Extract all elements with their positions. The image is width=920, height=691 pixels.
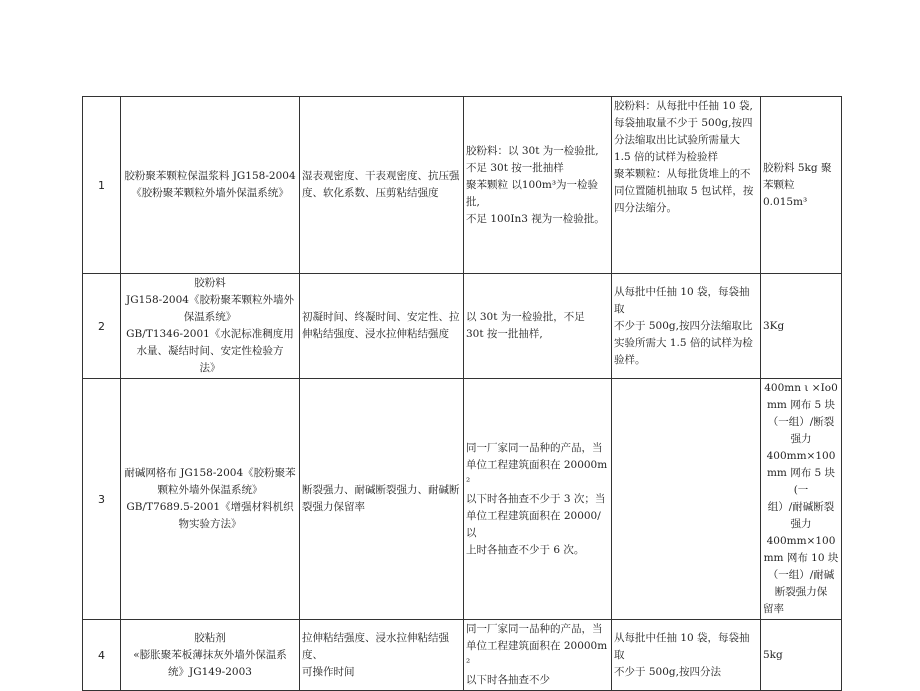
material-standard-cell: 胶粘剂 «膨胀聚苯板薄抹灰外墙外保温系 统》JG149-2003 (121, 620, 300, 691)
sample-quantity-cell: 5kg (761, 620, 842, 691)
sample-quantity-cell: 胶粉料 5kg 聚苯颗粒 0.015m³ (761, 97, 842, 274)
row-number: 2 (83, 274, 121, 379)
test-items-cell: 拉伸粘结强度、浸水拉伸粘结强度、 可操作时间 (300, 620, 464, 691)
table-row (83, 274, 842, 379)
test-items-cell: 断裂强力、耐碱断裂强力、耐碱断 裂强力保留率 (300, 379, 464, 620)
sample-quantity-cell: 3Kg (761, 274, 842, 379)
sampling-method-cell: 胶粉料：从每批中任抽 10 袋, 每袋抽取量不少于 500g,按四 分法缩取出比试验所需量大 1.5 倍的试样为检验样 聚苯颗粒：从每批货堆上的不 同位置随机抽取 5 包试样，按 四分法缩分。 (612, 97, 761, 274)
material-standard-cell: 胶粉聚苯颗粒保温浆料 JG158-2004 《胶粉聚苯颗粒外墙外保温系统》 (121, 97, 300, 274)
material-standard-cell: 胶粉料 JG158-2004《胶粉聚苯颗粒外墙外 保温系统》 GB/T1346-2001《水泥标准稠度用 水量、凝结时间、安定性检验方 法》 (121, 274, 300, 379)
sample-quantity-cell: 400mn ι ×Io0mm 网布 5 块 （一组）/断裂强力 400mm×100mm 网布 5 块(一 组）/耐碱断裂强力 400mm×100mm 网布 10 块 （一组）/耐碱断裂强力保 留率 (761, 379, 842, 620)
sampling-method-cell: 从每批中任抽 10 袋，每袋抽取 不少于 500g,按四分法缩取比 实验所需大 1.5 倍的试样为检 验样。 (612, 274, 761, 379)
test-items-cell: 初凝时间、终凝时间、安定性、拉 伸粘结强度、浸水拉伸粘结强度 (300, 274, 464, 379)
batch-rule-cell: 胶粉料：以 30t 为一检验批, 不足 30t 按一批抽样 聚苯颗粒 以100m³为一检验批, 不足 100In3 视为一检验批。 (464, 97, 612, 274)
row-number: 1 (83, 97, 121, 274)
test-items-cell: 湿表观密度、干表观密度、抗压强 度、软化系数、压剪粘结强度 (300, 97, 464, 274)
table-row (83, 620, 842, 691)
row-number: 3 (83, 379, 121, 620)
table-row (83, 97, 842, 274)
sampling-method-cell: 从每批中任抽 10 袋，每袋抽取 不少于 500g,按四分法 (612, 620, 761, 691)
batch-rule-cell: 同一厂家同一品种的产品，当 单位工程建筑面积在 20000m² 以下时各抽查不少 (464, 620, 612, 691)
sampling-method-cell (612, 379, 761, 620)
batch-rule-cell: 以 30t 为一检验批，不足 30t 按一批抽样, (464, 274, 612, 379)
material-standard-cell: 耐碱网格布 JG158-2004《胶粉聚苯 颗粒外墙外保温系统》 GB/T7689.5-2001《增强材料机织 物实验方法》 (121, 379, 300, 620)
test-spec-table (82, 96, 842, 691)
row-number: 4 (83, 620, 121, 691)
table-row (83, 379, 842, 620)
batch-rule-cell: 同一厂家同一品种的产品，当 单位工程建筑面积在 20000m² 以下时各抽查不少于 3 次；当 单位工程建筑面积在 20000/以 上时各抽查不少于 6 次。 (464, 379, 612, 620)
